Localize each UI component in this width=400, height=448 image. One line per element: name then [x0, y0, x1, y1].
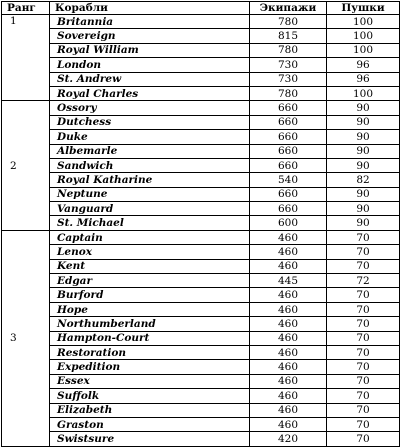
ship-name-cell: London	[50, 58, 250, 72]
guns-cell: 90	[327, 202, 400, 216]
ship-name-cell: Neptune	[50, 187, 250, 201]
guns-cell: 90	[327, 216, 400, 230]
crew-cell: 660	[250, 202, 327, 216]
ship-name-cell: Sandwich	[50, 158, 250, 172]
guns-cell: 72	[327, 274, 400, 288]
guns-cell: 90	[327, 187, 400, 201]
table-row	[2, 360, 400, 374]
ship-name-cell: Suffolk	[50, 389, 250, 403]
table-row	[2, 202, 400, 216]
table-row	[2, 403, 400, 417]
table-row	[2, 86, 400, 100]
table-row	[2, 58, 400, 72]
table-row	[2, 389, 400, 403]
ship-name-cell: Royal Katharine	[50, 173, 250, 187]
crew-cell: 660	[250, 187, 327, 201]
crew-cell: 460	[250, 417, 327, 431]
guns-cell: 70	[327, 389, 400, 403]
table-row	[2, 317, 400, 331]
rank-cell: 1	[2, 15, 50, 101]
ship-name-cell: Royal Charles	[50, 86, 250, 100]
guns-cell: 90	[327, 158, 400, 172]
rank-cell: 3	[2, 230, 50, 446]
table-row	[2, 288, 400, 302]
ship-name-cell: Vanguard	[50, 202, 250, 216]
guns-cell: 90	[327, 101, 400, 115]
guns-cell: 70	[327, 230, 400, 244]
guns-cell: 70	[327, 259, 400, 273]
guns-cell: 70	[327, 403, 400, 417]
guns-cell: 90	[327, 130, 400, 144]
crew-cell: 460	[250, 245, 327, 259]
ship-name-cell: Kent	[50, 259, 250, 273]
table-row	[2, 374, 400, 388]
crew-cell: 460	[250, 317, 327, 331]
crew-cell: 460	[250, 403, 327, 417]
table-row	[2, 274, 400, 288]
ship-name-cell: Dutchess	[50, 115, 250, 129]
table-row	[2, 144, 400, 158]
crew-cell: 730	[250, 58, 327, 72]
ship-name-cell: Sovereign	[50, 29, 250, 43]
ship-name-cell: Northumberland	[50, 317, 250, 331]
crew-cell: 460	[250, 345, 327, 359]
ship-name-cell: Restoration	[50, 345, 250, 359]
ships-table	[1, 1, 400, 447]
crew-cell: 460	[250, 389, 327, 403]
table-row	[2, 331, 400, 345]
table-row	[2, 432, 400, 447]
crew-cell: 460	[250, 302, 327, 316]
table-row	[2, 417, 400, 431]
guns-cell: 70	[327, 360, 400, 374]
guns-cell: 100	[327, 43, 400, 57]
table-row	[2, 216, 400, 230]
guns-cell: 70	[327, 374, 400, 388]
crew-cell: 420	[250, 432, 327, 447]
ship-name-cell: Burford	[50, 288, 250, 302]
crew-cell: 460	[250, 360, 327, 374]
crew-cell: 540	[250, 173, 327, 187]
guns-header: Пушки	[327, 2, 400, 15]
table-row	[2, 101, 400, 115]
crew-cell: 600	[250, 216, 327, 230]
table-row	[2, 173, 400, 187]
ship-name-cell: Lenox	[50, 245, 250, 259]
ship-name-cell: Hampton-Court	[50, 331, 250, 345]
crew-cell: 660	[250, 130, 327, 144]
crew-cell: 780	[250, 86, 327, 100]
guns-cell: 70	[327, 417, 400, 431]
guns-cell: 96	[327, 72, 400, 86]
ship-name-cell: Ossory	[50, 101, 250, 115]
guns-cell: 70	[327, 432, 400, 447]
table-body	[2, 15, 400, 447]
table-row	[2, 259, 400, 273]
table-row	[2, 187, 400, 201]
crew-cell: 460	[250, 331, 327, 345]
guns-cell: 70	[327, 302, 400, 316]
ship-name-cell: Royal William	[50, 43, 250, 57]
guns-cell: 90	[327, 115, 400, 129]
table-row	[2, 345, 400, 359]
guns-cell: 100	[327, 29, 400, 43]
guns-cell: 82	[327, 173, 400, 187]
ship-name-cell: Duke	[50, 130, 250, 144]
guns-cell: 70	[327, 288, 400, 302]
guns-cell: 100	[327, 15, 400, 29]
table-row	[2, 245, 400, 259]
table-row	[2, 29, 400, 43]
ship-name-cell: Edgar	[50, 274, 250, 288]
table-row	[2, 158, 400, 172]
ship-name-cell: Essex	[50, 374, 250, 388]
header-row	[2, 2, 400, 15]
crew-cell: 445	[250, 274, 327, 288]
crew-cell: 730	[250, 72, 327, 86]
table-row	[2, 115, 400, 129]
ship-name-cell: Captain	[50, 230, 250, 244]
crew-cell: 780	[250, 43, 327, 57]
crew-cell: 460	[250, 230, 327, 244]
guns-cell: 90	[327, 144, 400, 158]
ship-name-cell: Expedition	[50, 360, 250, 374]
crew-cell: 460	[250, 374, 327, 388]
ship-name-cell: Elizabeth	[50, 403, 250, 417]
guns-cell: 96	[327, 58, 400, 72]
guns-cell: 70	[327, 317, 400, 331]
ship-name-cell: Swistsure	[50, 432, 250, 447]
ship-name-cell: St. Andrew	[50, 72, 250, 86]
rank-header: Ранг	[2, 2, 50, 15]
crew-cell: 780	[250, 15, 327, 29]
rank-cell: 2	[2, 101, 50, 231]
table-row	[2, 130, 400, 144]
crew-cell: 815	[250, 29, 327, 43]
ship-name-cell: Britannia	[50, 15, 250, 29]
crew-header: Экипажи	[250, 2, 327, 15]
ship-name-cell: Graston	[50, 417, 250, 431]
ship-name-cell: Hope	[50, 302, 250, 316]
guns-cell: 70	[327, 245, 400, 259]
crew-cell: 460	[250, 288, 327, 302]
crew-cell: 660	[250, 101, 327, 115]
guns-cell: 70	[327, 345, 400, 359]
table-row	[2, 230, 400, 244]
ship-name-cell: St. Michael	[50, 216, 250, 230]
guns-cell: 100	[327, 86, 400, 100]
table-row	[2, 72, 400, 86]
table-row	[2, 302, 400, 316]
ship-name-cell: Albemarle	[50, 144, 250, 158]
table-row	[2, 43, 400, 57]
ship-header: Корабли	[50, 2, 250, 15]
table-row	[2, 15, 400, 29]
crew-cell: 660	[250, 115, 327, 129]
crew-cell: 460	[250, 259, 327, 273]
crew-cell: 660	[250, 158, 327, 172]
crew-cell: 660	[250, 144, 327, 158]
guns-cell: 70	[327, 331, 400, 345]
